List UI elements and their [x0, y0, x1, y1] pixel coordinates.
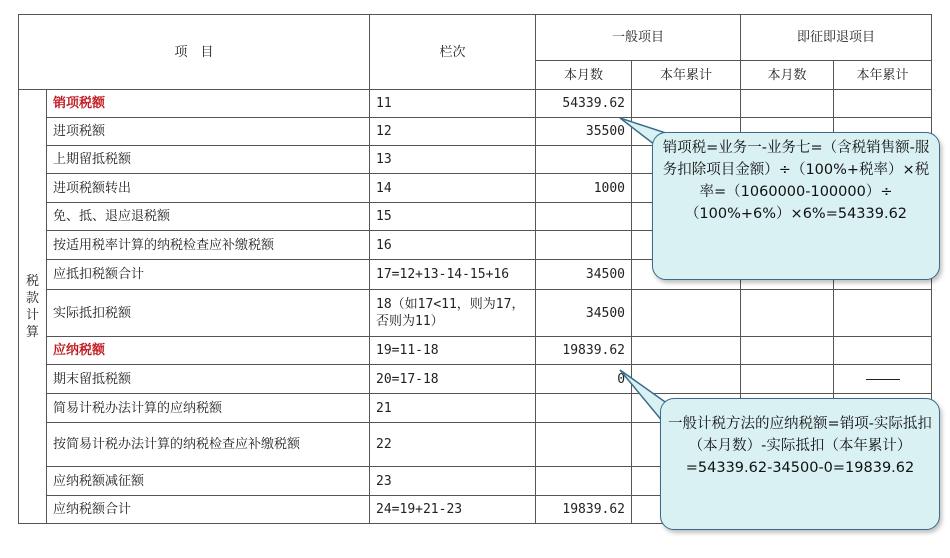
header-general-month: 本月数 [536, 61, 632, 90]
general-month-amount: 19839.62 [536, 337, 632, 365]
general-month-amount: 19839.62 [536, 496, 632, 524]
row-label: 按简易计税办法计算的纳税检查应补缴税额 [47, 423, 370, 467]
header-general-year: 本年累计 [632, 61, 741, 90]
row-code: 18（如17<11，则为17，否则为11） [370, 290, 536, 337]
row-code: 12 [370, 118, 536, 146]
row-label: 进项税额转出 [47, 174, 370, 203]
row-code: 16 [370, 231, 536, 260]
row-code: 13 [370, 146, 536, 174]
row-code: 15 [370, 203, 536, 231]
row-code: 19=11-18 [370, 337, 536, 365]
row-label: 销项税额 [47, 90, 370, 118]
output-tax-callout: 销项税=业务一-业务七=（含税销售额-服务扣除项目金额）÷（100%+税率）×税率=（1060000-100000）÷（100%+6%）×6%=54339.62 [652, 132, 940, 280]
row-label: 应纳税额合计 [47, 496, 370, 524]
row-code: 14 [370, 174, 536, 203]
row-label: 进项税额 [47, 118, 370, 146]
row-label: 期末留抵税额 [47, 365, 370, 394]
header-refund-year: 本年累计 [834, 61, 932, 90]
row-label: 应纳税额 [47, 337, 370, 365]
section-label: 税 款 计 算 [19, 90, 47, 524]
row-label: 实际抵扣税额 [47, 290, 370, 337]
header-item: 项 目 [19, 15, 370, 90]
tax-payable-callout: 一般计税方法的应纳税额=销项-实际抵扣（本月数）-实际抵扣（本年累计）=54339.62-34500-0=19839.62 [660, 398, 940, 530]
header-refund-month: 本月数 [741, 61, 834, 90]
general-month-amount: 0 [536, 365, 632, 394]
row-code: 23 [370, 467, 536, 496]
row-code: 22 [370, 423, 536, 467]
general-month-amount: 34500 [536, 290, 632, 337]
row-code: 21 [370, 394, 536, 423]
row-label: 简易计税办法计算的应纳税额 [47, 394, 370, 423]
row-code: 17=12+13-14-15+16 [370, 260, 536, 290]
row-label: 应纳税额减征额 [47, 467, 370, 496]
row-code: 24=19+21-23 [370, 496, 536, 524]
header-column-no: 栏次 [370, 15, 536, 90]
general-month-amount: 35500 [536, 118, 632, 146]
row-label: 应抵扣税额合计 [47, 260, 370, 290]
row-label: 上期留抵税额 [47, 146, 370, 174]
general-month-amount: 34500 [536, 260, 632, 290]
general-month-amount: 1000 [536, 174, 632, 203]
row-label: 免、抵、退应退税额 [47, 203, 370, 231]
row-code: 11 [370, 90, 536, 118]
row-label: 按适用税率计算的纳税检查应补缴税额 [47, 231, 370, 260]
general-month-amount: 54339.62 [536, 90, 632, 118]
header-general: 一般项目 [536, 15, 741, 61]
row-code: 20=17-18 [370, 365, 536, 394]
header-refund: 即征即退项目 [741, 15, 932, 61]
